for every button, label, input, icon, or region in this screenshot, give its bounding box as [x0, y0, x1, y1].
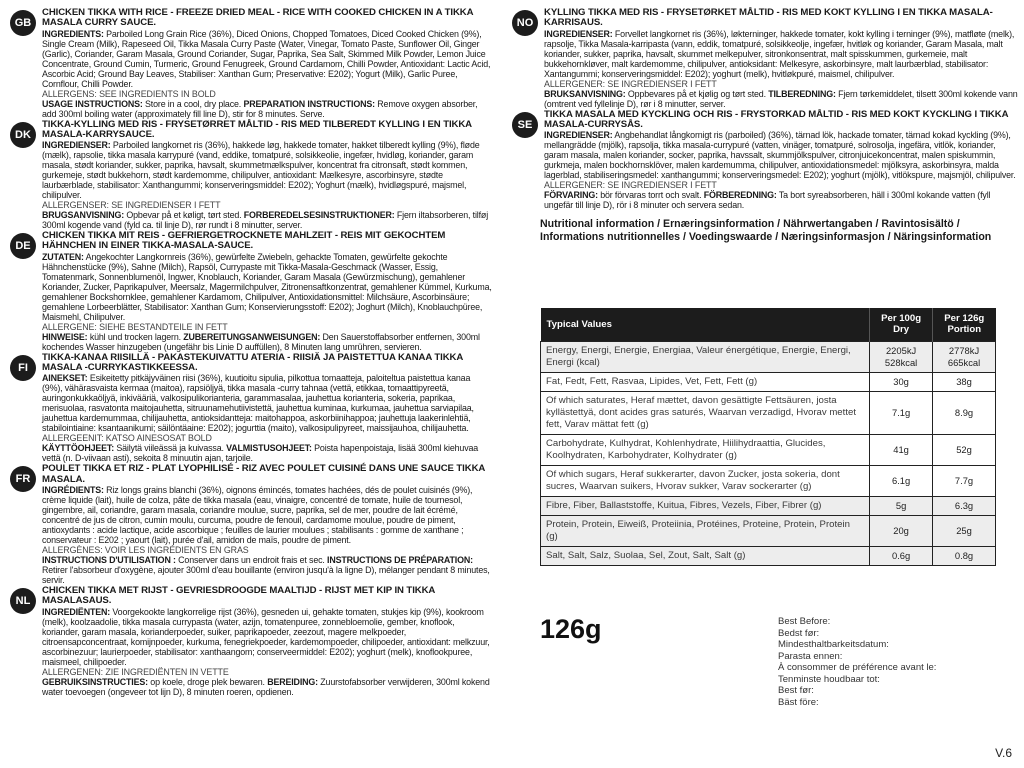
language-sections-right: [508, 8, 1018, 210]
nutrient-label: Fat, Fedt, Fett, Rasvaa, Lipides, Vet, Fett, Fett (g): [541, 372, 870, 391]
per-100g-value: 6.1g: [870, 465, 933, 496]
per-126g-value: 0.8g: [933, 546, 996, 565]
best-before-line: Tenminste houdbaar tot:: [778, 673, 880, 685]
section-title: POULET TIKKA ET RIZ - PLAT LYOPHILISÉ - RIZ AVEC POULET CUISINÉ DANS UNE SAUCE TIKKA MASALA.: [42, 463, 485, 485]
left-column: [6, 8, 492, 760]
ingredients-heading: INGREDIENSER:: [544, 130, 613, 141]
nutrient-label: Of which sugars, Heraf sukkerarter, davon Zucker, josta sokeria, dont sucres, Waarvan suikers, Hvorav sukker, Varav sockerarter (g): [541, 465, 870, 496]
allergens-note: ALLERGENE: SIEHE BESTANDTEILE IN FETT: [42, 321, 228, 332]
preparation-heading: INSTRUCTIONS DE PRÉPARATION:: [327, 554, 473, 565]
allergens-note: ALLERGENEN: ZIE INGREDIËNTEN IN VETTE: [42, 666, 229, 677]
per-126g-header: Per 126g Portion: [933, 308, 996, 341]
ingredients-text: Riz longs grains blanchi (36%), oignons émincés, tomates hachées, dés de poulet cuisinés (9%), crème liquide (lait), huile de colza, pâte de tikka masala (eau, vinaigre, concentré de tomate, huile de tournesol, gingembre, ail, coriandre, garam masala, coriandre moulue, sucre, paprika, sel de mer, poudre de lait écrémé, concentré de jus de citron, cumin moulu, curcuma, poudre de fenouil, cardamome moulue, poudre de piment, antioxydants : acide lactique, acide ascorbique ; feuilles de laurier moulues ; stabilisants : gomme de xanthane ; conservateur : E202 ; yaourt (lait), purée d'ail, amidon de maïs, poudre de piment.: [42, 484, 473, 545]
per-100g-value: 20g: [870, 515, 933, 546]
usage-text: kühl und trocken lagern.: [87, 331, 184, 342]
nutrition-body: [541, 341, 996, 565]
language-section-nl: [6, 586, 492, 697]
preparation-text: Fjern iltabsorberen, tilføj 300ml kogende vand (fyld ca. til linje D), rør rundt i 8 minutter, server.: [42, 210, 489, 231]
right-column: [508, 8, 1018, 760]
ingredients-text: Parboiled Long Grain Rice (36%), Diced Onions, Chopped Tomatoes, Diced Cooked Chicken (9%), Single Cream (Milk), Rapeseed Oil, Tikka Masala Curry Paste (Water, Vinegar, Tomato Paste, Sunflower Oil, Ginger (Garlic), Coriander, Garam Masala, Ground Coriander, Sugar, Paprika, Sea Salt, Skimmed Milk Powder, Lemon Juice Concentrate, Ground Cumin, Turmeric, Ground Fenugreek, Ground Cardamom, Chilli Powder, Antioxidant: Lactic Acid, Ascorbic Acid; Ground Bay Leaves, Stabiliser: Xanthan Gum; Preservative: E202); Yogurt (Milk), Garlic Puree, Cornflour, Chilli Powder.: [42, 28, 491, 89]
ingredients-paragraph: [544, 130, 1018, 180]
usage-text: Opbevar på et køligt, tørt sted.: [124, 210, 244, 221]
usage-paragraph: [544, 190, 1018, 210]
section-title: CHICKEN TIKKA WITH RICE - FREEZE DRIED MEAL - RICE WITH COOKED CHICKEN IN A TIKKA MASALA CURRY SAUCE.: [42, 8, 474, 29]
preparation-heading: BEREIDING:: [267, 676, 318, 687]
language-badge: GB: [10, 10, 36, 36]
preparation-heading: FORBEREDELSESINSTRUKTIONER:: [243, 210, 395, 221]
allergens-note: ALLERGENS: SEE INGREDIENTS IN BOLD: [42, 88, 216, 99]
usage-text: Store in a cool, dry place.: [142, 98, 244, 109]
per-126g-value: 25g: [933, 515, 996, 546]
usage-paragraph: [42, 677, 492, 697]
per-100g-value: 41g: [870, 434, 933, 465]
preparation-text: Den Sauerstoffabsorber entfernen, 300ml kochendes Wasser hinzugeben (ungefähr bis Linie D auffüllen), 8 Minuten lang umrühren, servieren.: [42, 331, 480, 352]
usage-text: Conserver dans un endroit frais et sec.: [175, 554, 328, 565]
usage-heading: USAGE INSTRUCTIONS:: [42, 98, 143, 109]
ingredients-heading: ZUTATEN:: [42, 251, 84, 262]
best-before-line: À consommer de préférence avant le:: [778, 662, 937, 673]
ingredients-paragraph: [544, 29, 1018, 79]
preparation-heading: VALMISTUSOHJEET:: [226, 443, 312, 454]
nutrition-header-row: [541, 308, 996, 341]
preparation-text: Zuurstofabsorber verwijderen, 300ml kokend water toevoegen (ongeveer tot lijn D), 8 minuten roeren, opdienen.: [42, 676, 490, 697]
usage-paragraph: [544, 89, 1018, 109]
language-badge: FR: [10, 466, 36, 492]
nutrient-label: Carbohydrate, Kulhydrat, Kohlenhydrate, Hiilihydraattia, Glucides, Koolhydraten, Karbohydrater, Kolhydrater (g): [541, 434, 870, 465]
ingredients-heading: INGREDIËNTEN:: [42, 606, 111, 617]
per-100g-value: 2205kJ 528kcal: [870, 341, 933, 372]
usage-text: op koele, droge plek bewaren.: [147, 676, 268, 687]
ingredients-heading: INGRÉDIENTS:: [42, 484, 104, 495]
nutrient-label: Fibre, Fiber, Ballaststoffe, Kuitua, Fibres, Vezels, Fiber, Fibrer (g): [541, 496, 870, 515]
best-before-line: Best Before:: [778, 616, 831, 627]
section-title: TIKKA-KANAA RIISILLÄ - PAKASTEKUIVATTU ATERIA - RIISIÄ JA PAISTETTUA KANAA TIKKA MASALA -CURRYKASTIKKEESSA.: [42, 351, 463, 374]
per-100g-value: 7.1g: [870, 391, 933, 434]
ingredients-heading: INGREDIENSER:: [544, 28, 613, 39]
typical-values-header: Typical Values: [541, 308, 870, 341]
preparation-heading: PREPARATION INSTRUCTIONS:: [243, 98, 375, 109]
nutrition-row: [541, 496, 996, 515]
ingredients-heading: INGREDIENSER:: [42, 140, 111, 151]
usage-paragraph: [42, 99, 492, 119]
nutrition-row: [541, 546, 996, 565]
ingredients-text: Esikeitetty pitkäjyväinen riisi (36%), kuutioitu sipulia, pilkottua tomaatteja, paloiteltua paistettua kanaa (9%), vähärasvaista kermaa (maitoa), rapsiöljyä, tikka masala -curry tahnaa (vettä, etikkaa, tomaattipyreetä, auringonkukkaöljyä, inkivääriä, valkosipulikorianteria, garammasalaa, jauhettua korianteria, sokeria, paprikaa, merisuolaa, rasvatonta maitojauhetta, sitruunamehutiivistettä, jauhettua kuminaa, kurkumaa, jauhettua sarviapilaa, jauhettua kardemummaa, chilijauhetta, antioksidantteja: maitohappoa, askorbiinihappoa; jauhettuja laakerinlehtiä, stabilointiaine: ksantaanikumi; säilöntäaine: E202); jogurttia (maito), valkosipulipyreet, maissijauhoa, chilijauhetta.: [42, 373, 474, 434]
nutrient-label: Salt, Salt, Salz, Suolaa, Sel, Zout, Salt, Salt (g): [541, 546, 870, 565]
allergens-note: ALLERGENSER: SE INGREDIENSER I FETT: [42, 200, 221, 211]
per-126g-value: 38g: [933, 372, 996, 391]
nutrition-heading: Nutritional information / Ernæringsinformation / Nährwertangaben / Ravintosisältö / Informations nutritionnelles / Voedingswaarde / Næringsinformasjon / Näringsinformation: [540, 218, 992, 243]
language-badge: DK: [10, 122, 36, 148]
ingredients-heading: INGREDIENTS:: [42, 28, 104, 39]
per-100g-header: Per 100g Dry: [870, 308, 933, 341]
ingredients-text: Angbehandlat långkornigt ris (parboiled) (36%), tärnad lök, hackade tomater, tärnad kokad kyckling (9%), mellangrädde (mjölk), rapsolja, tikka masala-currypuré (vatten, vinäger, tomatpuré, solrosolja, ingefära, vitlök, koriander, garam masala, malen koriander, socker, paprika, havssalt, skummjölkspulver, citronjuicekoncentrat, malen spiskummin, gurkmeja, malen bockhornsklöver, malen kardemumma, chilipulver, antioxidationsmedel: mjölksyra, askorbinsyra, malda lagerblad, stabiliseringsmedel: xanthangummi; konserveringsmedel: E202); yoghurt (mjölk), vitlökspure, majsmjöl, chilipulver.: [544, 130, 1016, 181]
usage-heading: KÄYTTÖOHJEET:: [42, 443, 115, 454]
usage-paragraph: [42, 210, 492, 230]
section-title: CHICKEN TIKKA MIT REIS - GEFRIERGETROCKNETE MAHLZEIT - REIS MIT GEKOCHTEM HÄHNCHEN IN EINER TIKKA-MASALA-SAUCE.: [42, 230, 446, 252]
nutrition-row: [541, 515, 996, 546]
preparation-text: Fjern tørkemiddelet, tilsett 300ml kokende vann (omtrent ved fyllelinje D), rør i 8 minutter, server.: [544, 88, 1018, 109]
section-title: TIKKA MASALA MED KYCKLING OCH RIS - FRYSTORKAD MÅLTID - RIS MED KOKT KYCKLING I TIKKA MASALA-CURRYSÅS.: [544, 108, 1009, 130]
language-section-gb: [6, 8, 492, 119]
per-126g-value: 6.3g: [933, 496, 996, 515]
preparation-heading: FÖRBEREDNING:: [703, 190, 777, 201]
preparation-heading: TILBEREDNING:: [768, 88, 836, 99]
ingredients-paragraph: [42, 373, 492, 433]
ingredients-paragraph: [42, 29, 492, 89]
ingredients-heading: AINEKSET:: [42, 373, 88, 384]
per-126g-value: 52g: [933, 434, 996, 465]
language-section-dk: [6, 120, 492, 231]
ingredients-text: Voorgekookte langkorrelige rijst (36%), gesneden ui, gehakte tomaten, stukjes kip (9%), kookroom (melk), koolzaadolie, tikka masala currypasta (water, azijn, tomatenpuree, zonnebloemolie, gember, knoflook, koriander, garam masala, korianderpoeder, suiker, paprikapoeder, zeezout, magere melkpoeder, citroensapconcentraat, komijnpoeder, kurkuma, fenegriekpoeder, kardemompoeder, chilipoeder, antioxidant: melkzuur, ascorbinezuur; laurierpoeder, stabilisator: xanthaangom; conserveermiddel: E202); yoghurt (melk), knoflookpuree, maismeel, chilipoeder.: [42, 606, 490, 667]
preparation-text: Ta bort syreabsorberen, häll i 300ml kokande vatten (fyll ungefär till linje D), rör i 8 minuter och servera sedan.: [544, 190, 991, 211]
net-weight: 126g: [540, 614, 602, 644]
allergens-note: ALLERGEENIT: KATSO AINESOSAT BOLD: [42, 433, 212, 444]
best-before-line: Parasta ennen:: [778, 650, 843, 662]
usage-heading: HINWEISE:: [42, 331, 88, 342]
allergens-note: ALLERGENER: SE INGREDIENSER I FETT: [544, 78, 717, 89]
per-100g-value: 30g: [870, 372, 933, 391]
ingredients-text: Parboiled langkornet ris (36%), hakkede løg, hakkede tomater, hakket tilberedt kylling (9%), fløde (mælk), rapsolie, tikka masala karrypuré (vand, eddike, tomatpuré, solsikkeolie, ingefær, hvidløg, koriander, garam masala, stødt koriander, sukker, paprika, havsalt, skummetmælkspulver, koncentrat fra citronsaft, stødt kommen, gurkemeje, stødt bukkehorn, stødt kardemomme, chilipulver, antioxidant: Mælkesyre, ascorbinsyre, stødte laurbærblade, stabilisator: Xanthangummi; konserveringsmiddel: E202); Yoghurt (mælk), hvidløgspuré, majsmel, chilipulver.: [42, 140, 480, 201]
per-126g-value: 7.7g: [933, 465, 996, 496]
ingredients-text: Angekochter Langkornreis (36%), gewürfelte Zwiebeln, gehackte Tomaten, gewürfelte gekochte Hähnchenstücke (9%), Sahne (Milch), Rapsöl, Currypaste mit Tikka-Masala-Geschmack (Wasser, Essig, Tomatenmark, Sonnenblumenöl, Ingwer, Knoblauch, Koriander, Garam Masala (Gewürzmischung), gemahlener Koriander, Zucker, Paprikapulver, Meersalz, Magermilchpulver, Zitronensaftkonzentrat, gemahlener Kümmel, Kurkuma, gemahlener Bockshornklee, gemahlener Kardamom, Chilipulver, Antioxidationsmittel: Milchsäure, Ascorbinsäure; gemahlene Lorbeerblätter, Stabilisator: Xanthan Gum; Konservierungsstoff: E202); Joghurt (Milch), Knoblauchpüree, Maismehl, Chilipulver.: [42, 251, 492, 322]
language-sections: [6, 8, 492, 697]
nutrient-label: Protein, Protein, Eiweiß, Proteiinia, Protéines, Proteine, Protein, Protein (g): [541, 515, 870, 546]
usage-text: Säilytä viileässä ja kuivassa.: [114, 443, 227, 454]
nutrition-table: [540, 308, 996, 566]
usage-heading: GEBRUIKSINSTRUCTIES:: [42, 676, 148, 687]
preparation-heading: ZUBEREITUNGSANWEISUNGEN:: [183, 331, 321, 342]
language-badge: SE: [512, 112, 538, 138]
usage-paragraph: [42, 332, 492, 352]
ingredients-text: Forvellet langkornet ris (36%), løkterninger, hakkede tomater, kokt kylling i terninger (9%), matfløte (melk), rapsolje, Tikka Masala-karripasta (vann, eddik, tomatpuré, solsikkeolje, ingefær, hvitløk og koriander, Garam Masala, malt koriander, sukker, paprika, havsalt, skummet melkepulver, sitronkonsentrat, malt spisskummen, gurkemeie, malt bukkehornkløver, malt kardemomme, chilipulver, antioksidant: Melkesyre, askorbinsyre, malt laurbærblad, stabilisator: Xantangummi; konserveringsmiddel: E202); yoghurt (melk), hvitløkpuré, maismel, chilipulver.: [544, 28, 1015, 79]
language-badge: NL: [10, 588, 36, 614]
nutrition-row: [541, 434, 996, 465]
best-before-line: Bedst før:: [778, 627, 820, 639]
nutrient-label: Of which saturates, Heraf mættet, davon gesättigte Fettsäuren, josta kyllästettyä, dont acides gras saturés, Waarvan verzadigd, Hvorav mettet fett, Varav mättat fett (g): [541, 391, 870, 434]
best-before-line: Best før:: [778, 685, 814, 696]
best-before-line: Mindesthaltbarkeitsdatum:: [778, 639, 889, 650]
usage-heading: INSTRUCTIONS D'UTILISATION :: [42, 554, 176, 565]
language-section-no: [508, 8, 1018, 109]
preparation-text: Poista hapenpoistaja, lisää 300ml kiehuvaa vettä (n. D-viivaan asti), sekoita 8 minuutin ajan, tarjoile.: [42, 443, 479, 464]
preparation-text: Remove oxygen absorber, add 300ml boiling water (approximately fill line D), stir for 8 minutes. Serve.: [42, 98, 478, 119]
section-title: TIKKA-KYLLING MED RIS - FRYSETØRRET MÅLTID - RIS MED TILBEREDT KYLLING I EN TIKKA MASALA-KARRYSAUCE.: [42, 118, 472, 140]
usage-heading: BRUGSANVISNING:: [42, 210, 125, 221]
per-126g-value: 2778kJ 665kcal: [933, 341, 996, 372]
language-section-de: [6, 231, 492, 352]
nutrition-row: [541, 391, 996, 434]
per-126g-value: 8.9g: [933, 391, 996, 434]
section-title: CHICKEN TIKKA MET RIJST - GEVRIESDROOGDE MAALTIJD - RIJST MET KIP IN TIKKA MASALASAUS.: [42, 584, 435, 607]
usage-heading: FÖRVARING:: [544, 190, 598, 201]
language-section-fi: [6, 353, 492, 464]
ingredients-paragraph: [42, 607, 492, 667]
language-badge: DE: [10, 233, 36, 259]
language-section-se: [508, 110, 1018, 211]
usage-text: bör förvaras torrt och svalt.: [597, 190, 704, 201]
ingredients-paragraph: [42, 252, 492, 322]
allergens-note: ALLERGENER: SE INGREDIENSER I FETT: [544, 180, 717, 191]
usage-text: Oppbevares på et kjølig og tørt sted.: [625, 88, 769, 99]
nutrition-row: [541, 341, 996, 372]
language-section-fr: [6, 464, 492, 585]
best-before-line: Bäst före:: [778, 696, 819, 708]
nutrition-row: [541, 372, 996, 391]
per-100g-value: 5g: [870, 496, 933, 515]
per-100g-value: 0.6g: [870, 546, 933, 565]
allergens-note: ALLERGÈNES: VOIR LES INGRÉDIENTS EN GRAS: [42, 544, 249, 555]
ingredients-paragraph: [42, 140, 492, 200]
usage-heading: BRUKSANVISNING:: [544, 88, 626, 99]
nutrient-label: Energy, Energi, Energie, Energiaa, Valeur énergétique, Energie, Energi, Energi (kcal): [541, 341, 870, 372]
best-before-block: [778, 616, 936, 708]
usage-paragraph: [42, 555, 492, 585]
version-label: V.6: [995, 746, 1012, 760]
language-badge: FI: [10, 355, 36, 381]
section-title: KYLLING TIKKA MED RIS - FRYSETØRKET MÅLTID - RIS MED KOKT KYLLING I EN TIKKA MASALA-KARRISAUS.: [544, 7, 993, 29]
nutrition-row: [541, 465, 996, 496]
ingredients-paragraph: [42, 485, 492, 545]
preparation-text: Retirer l'absorbeur d'oxygène, ajouter 300ml d'eau bouillante (environ jusqu'à la ligne D), mélanger pendant 8 minutes, servir.: [42, 564, 490, 585]
language-badge: NO: [512, 10, 538, 36]
usage-paragraph: [42, 443, 492, 463]
